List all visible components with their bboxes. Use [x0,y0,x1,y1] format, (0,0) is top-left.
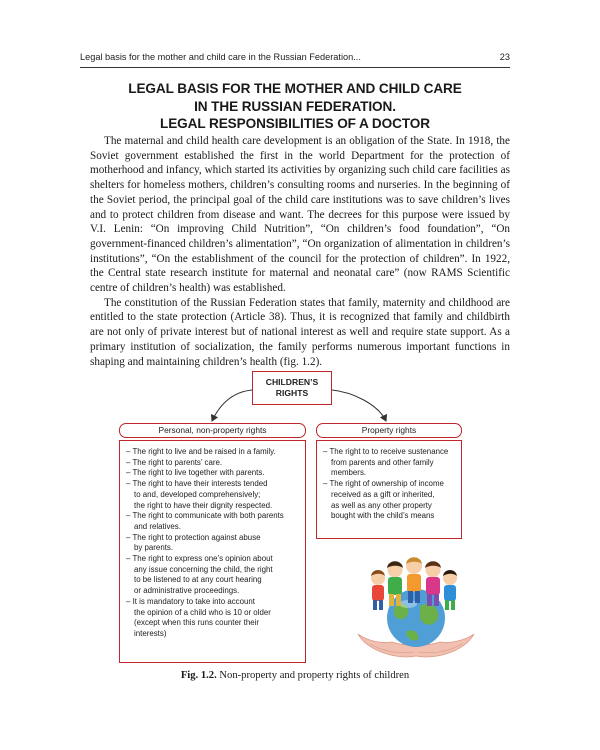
rights-line: – The right of ownership of income [323,479,444,489]
arrow-left [212,390,252,421]
figure-caption-text: Non-property and property rights of children [219,670,410,681]
rights-line: any issue concerning the child, the right [134,564,273,574]
title-line: LEGAL RESPONSIBILITIES OF A DOCTOR [159,116,430,131]
rights-line: members. [331,468,367,478]
rights-line: interests) [134,628,167,638]
figure-caption [80,670,510,681]
rights-line: – The right to live together with parents. [126,468,265,478]
arrow-right [332,390,386,421]
rights-line: – The right to live and be raised in a family. [126,447,276,456]
property-rights-header: Property rights [316,423,462,438]
rights-line: or administrative proceedings. [134,586,240,596]
rights-line: – The right to have their interests tended [126,479,268,489]
rights-line: as well as any other property [331,500,432,510]
title-line: IN THE RUSSIAN FEDERATION. [194,98,396,114]
childrens-rights-label: CHILDREN’S RIGHTS [265,377,319,398]
rights-line: by parents. [134,543,174,553]
personal-rights-header: Personal, non-property rights [119,423,306,438]
rights-line: to be listened to at any court hearing [134,575,262,585]
running-header-title: Legal basis for the mother and child care in the Russian Federation... [80,52,361,62]
rights-line: and relatives. [134,521,181,531]
rights-line: – The right to express one’s opinion about [126,554,273,564]
personal-rights-list [119,440,306,663]
title-line: LEGAL BASIS FOR THE MOTHER AND CHILD CARE [128,81,462,96]
children-globe-illustration [350,548,480,660]
rights-line: received as a gift or inherited, [331,489,435,499]
rights-line: – The right to parents’ care. [126,457,223,467]
rights-line: the opinion of a child who is 10 or older [134,607,271,617]
paragraph: The maternal and child health care development is an obligation of the State. In 1918, the Soviet government established the first in the world Department for the protection of motherhood and infancy, which started its activities by organizing such child care facilities as shelters for homeless mothers, children’s consulting rooms and nurseries. In the beginning of the Soviet period, the principal goal of the child care institutions was to save children’s lives and to protect children from disease and want. The decrees for this purpose were issued by V.I. Lenin: “On improving Child Nutrition”, “On children’s food foundation”, “On government-financed children’s alimentation”, “On organization of alimentation in children’s institutions”, “On the establishment of the council for the protection of children”. In 1922, the Central state research institute for maternal and neonatal care” (now RAMS Scientific centre of children’s health) was established. [90,135,510,295]
rights-line: – The right to to receive sustenance [323,447,449,456]
paragraph: The constitution of the Russian Federation states that family, maternity and childhood are entitled to the state protection (Article 38). Thus, it is recognized that family and childbirth are not only of private interest but of national interest as well and require state support. As a primary institution of socialization, the family performs numerous important functions in shaping and maintaining children’s health (fig. 1.2). [90,296,510,368]
figure-label: Fig. 1.2. [180,670,217,681]
property-rights-list [316,440,462,539]
rights-line: – The right to communicate with both parents [126,511,284,521]
rights-line: – The right to protection against abuse [126,532,261,542]
rights-line: (except when this runs counter their [134,618,259,628]
rights-line: to and, developed comprehensively; [134,489,261,499]
rights-line: – It is mandatory to take into account [126,596,255,606]
rights-line: the right to have their dignity respected. [134,500,273,510]
rights-line: bought with the child’s means [331,511,435,521]
childrens-rights-box [252,371,332,405]
page-number: 23 [499,52,510,62]
rights-line: from parents and other family [331,457,434,467]
